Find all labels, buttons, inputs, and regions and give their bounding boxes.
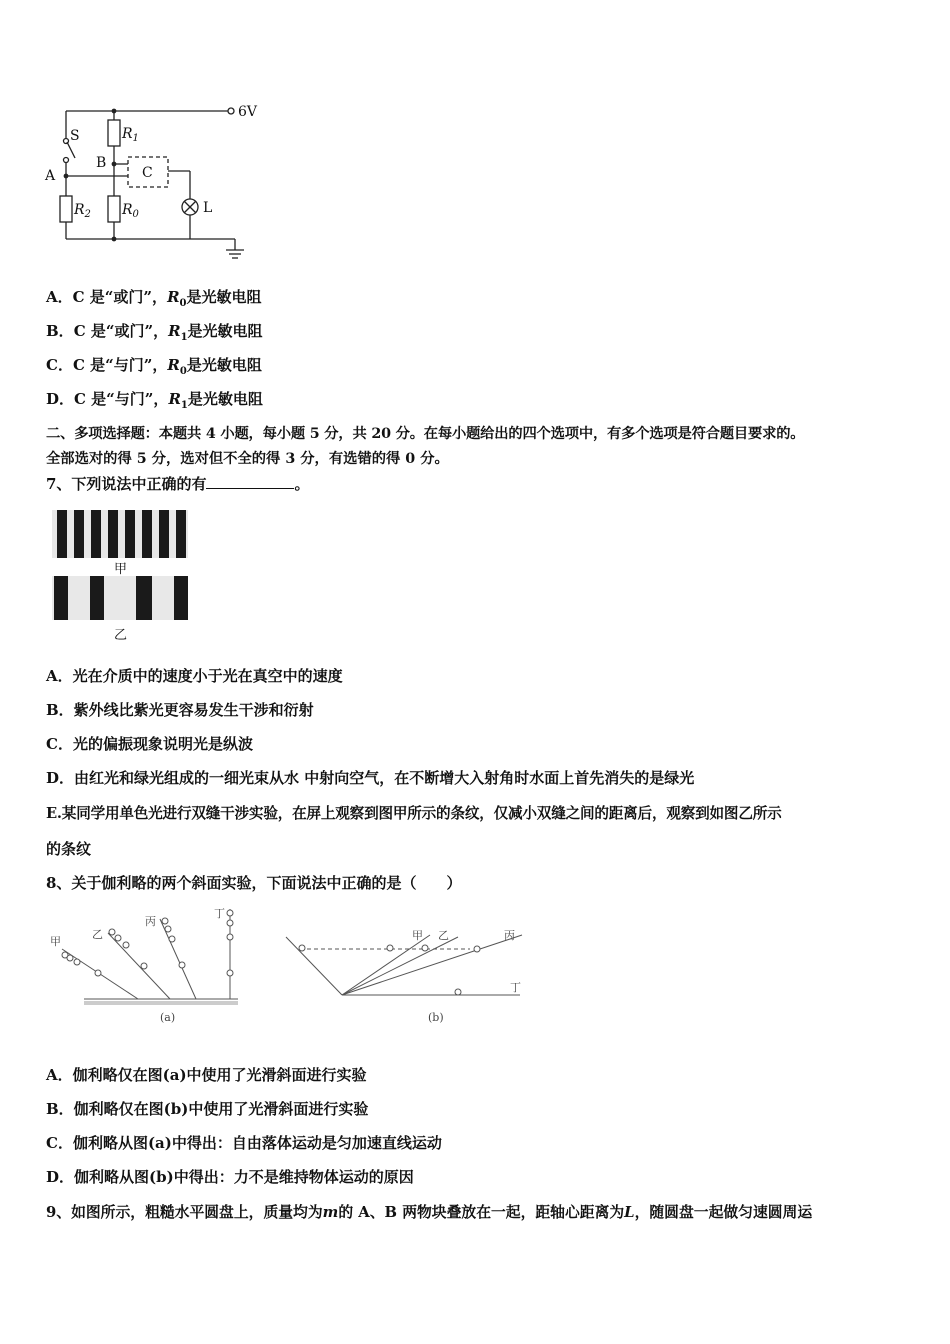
fig-b-label-yi: 乙: [438, 929, 449, 942]
fig-label-yi: 乙: [114, 628, 128, 643]
node-a-label: A: [45, 168, 56, 184]
fig-a-caption: (a): [160, 1011, 176, 1024]
fig-a-label-jia: 甲: [50, 935, 61, 948]
fig-b-label-ding: 丁: [510, 981, 521, 994]
fig-b-label-jia: 甲: [412, 929, 423, 942]
node-b-label: B: [96, 155, 107, 171]
q6-option-d: D．C 是“与门”，$R_1$是光敏电阻: [46, 390, 263, 411]
q7-option-d: D．由红光和绿光组成的一细光束从水 中射向空气，在不断增大入射角时水面上首先消失的是绿光: [46, 769, 695, 787]
q6-option-c: C．C 是“与门”，$R_0$是光敏电阻: [46, 356, 262, 377]
incline-figure-b: [280, 905, 530, 1025]
fig-a-label-yi: 乙: [92, 928, 103, 941]
voltage-label: 6V: [238, 104, 258, 120]
section2-line2: 全部选对的得 5 分，选对但不全的得 3 分，有选错的得 0 分。: [46, 451, 449, 467]
q7-option-c: C．光的偏振现象说明光是纵波: [46, 735, 253, 753]
fig-b-label-bing: 丙: [504, 929, 515, 942]
r2-label: $R_2$: [74, 202, 91, 220]
q9-stem: 9、如图所示，粗糙水平圆盘上，质量均为m的 A、B 两物块叠放在一起，距轴心距离为L，随圆盘一起做匀速圆周运: [46, 1204, 813, 1221]
r0-label: $R_0$: [122, 202, 139, 220]
incline-figure-a: [48, 905, 248, 1025]
switch-label: S: [70, 128, 80, 144]
q7-option-b: B．紫外线比紫光更容易发生干涉和衍射: [46, 701, 314, 719]
circuit-diagram: [40, 98, 280, 268]
answer-blank[interactable]: [206, 474, 294, 489]
fig-label-jia: 甲: [114, 562, 128, 577]
q8-stem: 8、关于伽利略的两个斜面实验，下面说法中正确的是（ ）: [46, 874, 462, 892]
q7-option-e-cont: 的条纹: [46, 840, 92, 858]
fig-b-caption: (b): [428, 1011, 444, 1024]
q8-option-d: D．伽利略从图(b)中得出：力不是维持物体运动的原因: [46, 1168, 414, 1186]
gate-label: C: [142, 165, 153, 181]
q8-option-b: B．伽利略仅在图(b)中使用了光滑斜面进行实验: [46, 1100, 369, 1118]
lamp-label: L: [203, 200, 213, 216]
r1-label: $R_1$: [122, 126, 139, 144]
q6-option-a: A．C 是“或门”，$R_0$是光敏电阻: [46, 288, 262, 309]
fringe-figure: [52, 508, 192, 643]
q6-option-b: B．C 是“或门”，$R_1$是光敏电阻: [46, 322, 263, 343]
q7-option-a: A．光在介质中的速度小于光在真空中的速度: [46, 667, 343, 685]
q7-stem: 7、下列说法中正确的有 。: [46, 475, 310, 493]
q7-option-e: E.某同学用单色光进行双缝干涉实验，在屏上观察到图甲所示的条纹，仅减小双缝之间的距离后，观察到如图乙所示: [46, 805, 782, 822]
fig-a-label-bing: 丙: [145, 915, 156, 928]
q8-option-a: A．伽利略仅在图(a)中使用了光滑斜面进行实验: [46, 1066, 367, 1084]
q8-option-c: C．伽利略从图(a)中得出：自由落体运动是匀加速直线运动: [46, 1134, 442, 1152]
section2-line1: 二、多项选择题：本题共 4 小题，每小题 5 分，共 20 分。在每小题给出的四个选项中，有多个选项是符合题目要求的。: [46, 426, 805, 442]
fig-a-label-ding: 丁: [214, 907, 225, 920]
